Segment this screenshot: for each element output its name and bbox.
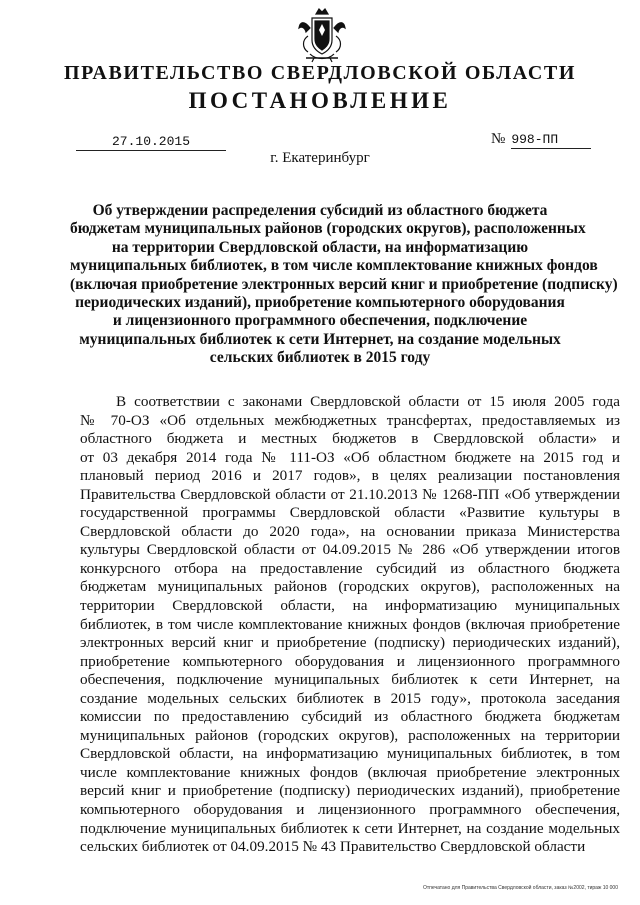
document-date: 27.10.2015 xyxy=(76,133,226,151)
heading-line: периодических изданий), приобретение компьютерного оборудования xyxy=(75,294,565,312)
body-line: плановый период 2016 и 2017 годов», в целях реализации постановления xyxy=(80,467,620,485)
heading-line: на территории Свердловской области, на информатизацию xyxy=(111,238,529,256)
body-line: подключение муниципальных библиотек к сети Интернет, на создание модельных xyxy=(80,819,620,837)
body-line: областного бюджета и местных бюджетов в Свердловской области» и xyxy=(80,430,620,448)
body-line: конкурсного отбора на предоставление субсидий из областного бюджета xyxy=(80,559,620,577)
body-line: культуры Свердловской области от 04.09.2015 № 286 «Об утверждении итогов xyxy=(80,541,620,559)
body-line: обеспечения, подключение муниципальных библиотек к сети Интернет, на xyxy=(80,671,620,689)
body-line: компьютерного оборудования и лицензионного программного обеспечения, xyxy=(80,801,620,819)
body-line: от 03 декабря 2014 года № 111-ОЗ «Об областном бюджете на 2015 год и xyxy=(80,448,620,466)
body-line: Свердловской области, на информатизацию муниципальных библиотек, в том xyxy=(80,745,620,763)
body-line: бюджетам муниципальных районов (городских округов), расположенных на xyxy=(80,578,620,596)
body-line: В соответствии с законами Свердловской области от 15 июля 2005 года xyxy=(116,393,620,410)
body-line: муниципальных районов (городских округов), расположенных на территории xyxy=(80,726,620,744)
document-type: ПОСТАНОВЛЕНИЕ xyxy=(188,88,452,113)
government-title: ПРАВИТЕЛЬСТВО СВЕРДЛОВСКОЙ ОБЛАСТИ xyxy=(64,62,576,84)
body-paragraph xyxy=(80,393,620,857)
body-line: Правительства Свердловской области от 21.10.2013 № 1268-ПП «Об утверждении xyxy=(80,485,620,503)
body-line: электронных версий книг и приобретение (подписку) периодических изданий), xyxy=(80,634,620,652)
document-number xyxy=(491,131,591,149)
document-heading xyxy=(70,202,618,368)
body-line: приобретение компьютерного оборудования и лицензионного программного xyxy=(80,652,620,670)
body-line: государственной программы Свердловской области «Развитие культуры в xyxy=(80,504,620,522)
heading-line: (включая приобретение электронных версий книг и приобретение (подписку) xyxy=(70,275,618,293)
body-line: комиссии по предоставлению субсидий из областного бюджета бюджетам xyxy=(80,708,620,726)
heading-line: муниципальных библиотек, в том числе комплектование книжных фондов xyxy=(70,257,598,275)
heading-line: бюджетам муниципальных районов (городских округов), расположенных xyxy=(70,220,586,238)
body-line: территории Свердловской области, на информатизацию муниципальных xyxy=(80,597,620,615)
heading-line: сельских библиотек в 2015 году xyxy=(209,349,431,367)
city-name: г. Екатеринбург xyxy=(270,150,370,166)
number-value: 998-ПП xyxy=(511,131,591,149)
body-line: № 70-ОЗ «Об отдельных межбюджетных трансфертах, предоставляемых из xyxy=(80,411,620,429)
body-line: Свердловской области до 2020 года», на основании приказа Министерства xyxy=(80,522,620,540)
body-line: сельских библиотек от 04.09.2015 № 43 Правительство Свердловской области xyxy=(80,838,586,856)
body-line: библиотек, в том числе комплектование книжных фондов (включая приобретение xyxy=(80,615,620,633)
print-note: Отпечатано для Правительства Свердловской области, заказ №2002, тираж 10 000 xyxy=(422,885,618,891)
body-line: версий книг и приобретение (подписку) периодических изданий), приобретение xyxy=(80,782,620,800)
heading-line: Об утверждении распределения субсидий из областного бюджета xyxy=(92,202,548,219)
body-line: числе комплектование книжных фондов (включая приобретение электронных xyxy=(80,763,620,781)
body-line: создание модельных сельских библиотек в 2015 году», протокола заседания xyxy=(80,689,620,707)
coat-of-arms-icon xyxy=(296,6,348,64)
heading-line: муниципальных библиотек к сети Интернет, на создание модельных xyxy=(79,330,561,348)
number-sign: № xyxy=(491,131,506,147)
heading-line: и лицензионного программного обеспечения, подключение xyxy=(112,312,528,330)
